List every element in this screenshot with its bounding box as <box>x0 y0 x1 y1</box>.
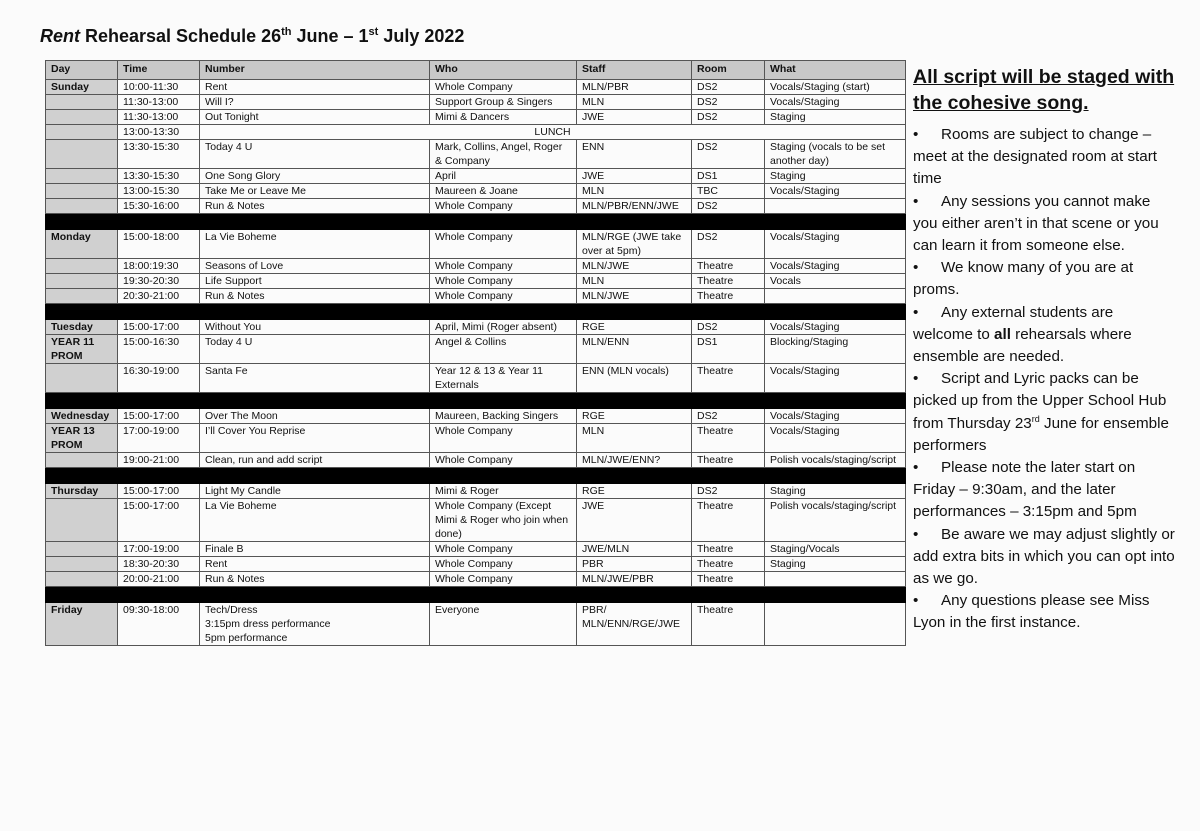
day-separator <box>46 304 906 320</box>
staff-cell: MLN <box>577 274 692 289</box>
room-cell: Theatre <box>692 499 765 542</box>
table-row <box>46 572 906 587</box>
header-day: Day <box>46 61 118 80</box>
day-separator <box>46 214 906 230</box>
staff-cell: MLN <box>577 184 692 199</box>
what-cell: Staging/Vocals <box>765 542 906 557</box>
number-cell: Rent <box>200 557 430 572</box>
who-cell: Whole Company <box>430 274 577 289</box>
time-cell: 20:30-21:00 <box>118 289 200 304</box>
day-cell: Friday <box>46 603 118 646</box>
table-row <box>46 320 906 335</box>
number-cell: Seasons of Love <box>200 259 430 274</box>
bullet-icon: • <box>913 525 919 543</box>
day-cell <box>46 289 118 304</box>
day-separator <box>46 468 906 484</box>
number-cell: One Song Glory <box>200 169 430 184</box>
table-row <box>46 230 906 259</box>
note-item: • Any external students are welcome to all rehearsals where ensemble are needed. <box>913 303 1132 366</box>
what-cell: Vocals/Staging <box>765 424 906 453</box>
number-cell: Clean, run and add script <box>200 453 430 468</box>
who-cell: April <box>430 169 577 184</box>
header-time: Time <box>118 61 200 80</box>
what-cell: Staging <box>765 484 906 499</box>
who-cell: Whole Company <box>430 80 577 95</box>
note-item: • Any sessions you cannot make you either aren’t in that scene or you can learn it from someone else. <box>913 192 1159 255</box>
what-cell: Vocals/Staging (start) <box>765 80 906 95</box>
what-cell <box>765 572 906 587</box>
what-cell: Vocals <box>765 274 906 289</box>
table-row <box>46 542 906 557</box>
note-item: • Script and Lyric packs can be picked up from the Upper School Hub from Thursday 23rd June for ensemble performers <box>913 370 1169 454</box>
number-cell: I’ll Cover You Reprise <box>200 424 430 453</box>
room-cell: TBC <box>692 184 765 199</box>
room-cell: Theatre <box>692 542 765 557</box>
schedule-table <box>45 60 906 646</box>
day-cell: Thursday <box>46 484 118 499</box>
table-header-row <box>46 61 906 80</box>
day-cell: YEAR 13 PROM <box>46 424 118 453</box>
bullet-icon: • <box>913 303 919 321</box>
staff-cell: ENN (MLN vocals) <box>577 364 692 393</box>
number-cell: Santa Fe <box>200 364 430 393</box>
table-row <box>46 169 906 184</box>
room-cell: DS2 <box>692 140 765 169</box>
table-row <box>46 557 906 572</box>
who-cell: Whole Company <box>430 572 577 587</box>
number-cell: Light My Candle <box>200 484 430 499</box>
number-cell: Out Tonight <box>200 110 430 125</box>
number-cell: Over The Moon <box>200 409 430 424</box>
table-row <box>46 409 906 424</box>
table-row <box>46 110 906 125</box>
what-cell: Staging <box>765 110 906 125</box>
room-cell: Theatre <box>692 453 765 468</box>
day-cell <box>46 364 118 393</box>
day-cell <box>46 542 118 557</box>
note-item: • We know many of you are at proms. <box>913 259 1134 299</box>
header-who: Who <box>430 61 577 80</box>
staff-cell: MLN/PBR <box>577 80 692 95</box>
header-staff: Staff <box>577 61 692 80</box>
header-number: Number <box>200 61 430 80</box>
staff-cell: MLN/JWE/ENN? <box>577 453 692 468</box>
who-cell: Whole Company <box>430 453 577 468</box>
time-cell: 15:00-17:00 <box>118 409 200 424</box>
staff-cell: PBR/ MLN/ENN/RGE/JWE <box>577 603 692 646</box>
notes-heading: All script will be staged with the cohesive song. <box>913 66 1175 114</box>
separator-bar <box>46 214 906 230</box>
day-cell <box>46 184 118 199</box>
table-row <box>46 364 906 393</box>
separator-bar <box>46 587 906 603</box>
table-row <box>46 125 906 140</box>
what-cell <box>765 199 906 214</box>
time-cell: 18:30-20:30 <box>118 557 200 572</box>
time-cell: 15:00-17:00 <box>118 320 200 335</box>
what-cell: Vocals/Staging <box>765 230 906 259</box>
time-cell: 15:00-16:30 <box>118 335 200 364</box>
table-row <box>46 95 906 110</box>
room-cell: DS2 <box>692 409 765 424</box>
what-cell: Staging (vocals to be set another day) <box>765 140 906 169</box>
number-cell: Run & Notes <box>200 289 430 304</box>
note-item: • Rooms are subject to change – meet at the designated room at start time <box>913 126 1157 188</box>
staff-cell: MLN/RGE (JWE take over at 5pm) <box>577 230 692 259</box>
staff-cell: MLN <box>577 95 692 110</box>
table-row <box>46 603 906 646</box>
time-cell: 10:00-11:30 <box>118 80 200 95</box>
what-cell: Polish vocals/staging/script <box>765 453 906 468</box>
day-cell <box>46 274 118 289</box>
who-cell: Whole Company <box>430 289 577 304</box>
room-cell: Theatre <box>692 603 765 646</box>
who-cell: Maureen & Joane <box>430 184 577 199</box>
table-row <box>46 424 906 453</box>
room-cell: DS2 <box>692 199 765 214</box>
time-cell: 13:30-15:30 <box>118 169 200 184</box>
day-cell <box>46 499 118 542</box>
notes-panel <box>913 64 1175 635</box>
what-cell: Staging <box>765 557 906 572</box>
day-cell: YEAR 11 PROM <box>46 335 118 364</box>
who-cell: Mark, Collins, Angel, Roger & Company <box>430 140 577 169</box>
what-cell <box>765 603 906 646</box>
room-cell: Theatre <box>692 424 765 453</box>
what-cell <box>765 289 906 304</box>
number-cell: Without You <box>200 320 430 335</box>
staff-cell: MLN/JWE/PBR <box>577 572 692 587</box>
what-cell: Vocals/Staging <box>765 320 906 335</box>
who-cell: Whole Company <box>430 424 577 453</box>
staff-cell: RGE <box>577 484 692 499</box>
table-row <box>46 484 906 499</box>
room-cell: DS2 <box>692 80 765 95</box>
lunch-cell: LUNCH <box>200 125 906 140</box>
number-cell: Today 4 U <box>200 335 430 364</box>
time-cell: 19:00-21:00 <box>118 453 200 468</box>
who-cell: Support Group & Singers <box>430 95 577 110</box>
day-cell: Sunday <box>46 80 118 95</box>
number-cell: La Vie Boheme <box>200 499 430 542</box>
day-cell: Tuesday <box>46 320 118 335</box>
what-cell: Vocals/Staging <box>765 259 906 274</box>
room-cell: DS2 <box>692 484 765 499</box>
bullet-icon: • <box>913 259 919 277</box>
who-cell: Whole Company <box>430 230 577 259</box>
staff-cell: JWE <box>577 499 692 542</box>
time-cell: 17:00-19:00 <box>118 424 200 453</box>
who-cell: April, Mimi (Roger absent) <box>430 320 577 335</box>
note-item: • Any questions please see Miss Lyon in the first instance. <box>913 592 1150 632</box>
staff-cell: MLN <box>577 424 692 453</box>
staff-cell: PBR <box>577 557 692 572</box>
room-cell: DS2 <box>692 230 765 259</box>
day-cell: Monday <box>46 230 118 259</box>
room-cell: Theatre <box>692 289 765 304</box>
room-cell: Theatre <box>692 572 765 587</box>
separator-bar <box>46 468 906 484</box>
table-row <box>46 274 906 289</box>
table-row <box>46 199 906 214</box>
time-cell: 09:30-18:00 <box>118 603 200 646</box>
time-cell: 13:30-15:30 <box>118 140 200 169</box>
bullet-icon: • <box>913 592 919 610</box>
document-title: Rent Rehearsal Schedule 26th June – 1st July 2022 <box>40 26 465 46</box>
who-cell: Mimi & Roger <box>430 484 577 499</box>
who-cell: Year 12 & 13 & Year 11 Externals <box>430 364 577 393</box>
table-row <box>46 184 906 199</box>
number-cell: Run & Notes <box>200 199 430 214</box>
header-what: What <box>765 61 906 80</box>
who-cell: Everyone <box>430 603 577 646</box>
who-cell: Maureen, Backing Singers <box>430 409 577 424</box>
bullet-icon: • <box>913 126 919 143</box>
day-cell <box>46 259 118 274</box>
number-cell: Run & Notes <box>200 572 430 587</box>
table-row <box>46 259 906 274</box>
header-room: Room <box>692 61 765 80</box>
number-cell: La Vie Boheme <box>200 230 430 259</box>
separator-bar <box>46 304 906 320</box>
staff-cell: MLN/JWE <box>577 259 692 274</box>
time-cell: 15:00-17:00 <box>118 499 200 542</box>
table-row <box>46 453 906 468</box>
day-cell <box>46 572 118 587</box>
who-cell: Angel & Collins <box>430 335 577 364</box>
room-cell: Theatre <box>692 274 765 289</box>
day-cell <box>46 140 118 169</box>
day-cell <box>46 110 118 125</box>
time-cell: 13:00-13:30 <box>118 125 200 140</box>
room-cell: DS2 <box>692 320 765 335</box>
bullet-icon: • <box>913 370 919 388</box>
table-row <box>46 289 906 304</box>
staff-cell: JWE <box>577 169 692 184</box>
number-cell: Take Me or Leave Me <box>200 184 430 199</box>
staff-cell: JWE/MLN <box>577 542 692 557</box>
note-item: • Be aware we may adjust slightly or add extra bits in which you can opt into as we go. <box>913 525 1175 588</box>
who-cell: Whole Company <box>430 542 577 557</box>
staff-cell: RGE <box>577 320 692 335</box>
day-separator <box>46 587 906 603</box>
who-cell: Whole Company <box>430 557 577 572</box>
staff-cell: JWE <box>577 110 692 125</box>
what-cell: Staging <box>765 169 906 184</box>
who-cell: Whole Company <box>430 259 577 274</box>
room-cell: Theatre <box>692 557 765 572</box>
staff-cell: ENN <box>577 140 692 169</box>
time-cell: 15:30-16:00 <box>118 199 200 214</box>
day-cell <box>46 169 118 184</box>
time-cell: 11:30-13:00 <box>118 110 200 125</box>
who-cell: Mimi & Dancers <box>430 110 577 125</box>
day-separator <box>46 393 906 409</box>
number-cell: Life Support <box>200 274 430 289</box>
room-cell: Theatre <box>692 259 765 274</box>
number-cell: Tech/Dress 3:15pm dress performance 5pm performance <box>200 603 430 646</box>
separator-bar <box>46 393 906 409</box>
room-cell: DS1 <box>692 335 765 364</box>
time-cell: 17:00-19:00 <box>118 542 200 557</box>
table-row <box>46 140 906 169</box>
staff-cell: MLN/ENN <box>577 335 692 364</box>
staff-cell: MLN/JWE <box>577 289 692 304</box>
number-cell: Finale B <box>200 542 430 557</box>
who-cell: Whole Company (Except Mimi & Roger who join when done) <box>430 499 577 542</box>
what-cell: Vocals/Staging <box>765 409 906 424</box>
number-cell: Today 4 U <box>200 140 430 169</box>
staff-cell: RGE <box>577 409 692 424</box>
bullet-icon: • <box>913 459 919 477</box>
table-row <box>46 335 906 364</box>
time-cell: 15:00-18:00 <box>118 230 200 259</box>
note-item: • Please note the later start on Friday – 9:30am, and the later performances – 3:15pm and 5pm <box>913 459 1137 521</box>
show-name: Rent <box>40 26 80 46</box>
time-cell: 13:00-15:30 <box>118 184 200 199</box>
time-cell: 11:30-13:00 <box>118 95 200 110</box>
number-cell: Rent <box>200 80 430 95</box>
time-cell: 16:30-19:00 <box>118 364 200 393</box>
bullet-icon: • <box>913 192 919 210</box>
time-cell: 19:30-20:30 <box>118 274 200 289</box>
time-cell: 15:00-17:00 <box>118 484 200 499</box>
what-cell: Vocals/Staging <box>765 184 906 199</box>
room-cell: DS2 <box>692 110 765 125</box>
notes-list <box>913 124 1175 635</box>
day-cell: Wednesday <box>46 409 118 424</box>
day-cell <box>46 95 118 110</box>
room-cell: DS2 <box>692 95 765 110</box>
number-cell: Will I? <box>200 95 430 110</box>
time-cell: 20:00-21:00 <box>118 572 200 587</box>
room-cell: DS1 <box>692 169 765 184</box>
who-cell: Whole Company <box>430 199 577 214</box>
what-cell: Vocals/Staging <box>765 364 906 393</box>
day-cell <box>46 125 118 140</box>
table-row <box>46 80 906 95</box>
what-cell: Blocking/Staging <box>765 335 906 364</box>
what-cell: Polish vocals/staging/script <box>765 499 906 542</box>
day-cell <box>46 199 118 214</box>
day-cell <box>46 557 118 572</box>
day-cell <box>46 453 118 468</box>
table-row <box>46 499 906 542</box>
staff-cell: MLN/PBR/ENN/JWE <box>577 199 692 214</box>
time-cell: 18:00:19:30 <box>118 259 200 274</box>
room-cell: Theatre <box>692 364 765 393</box>
what-cell: Vocals/Staging <box>765 95 906 110</box>
